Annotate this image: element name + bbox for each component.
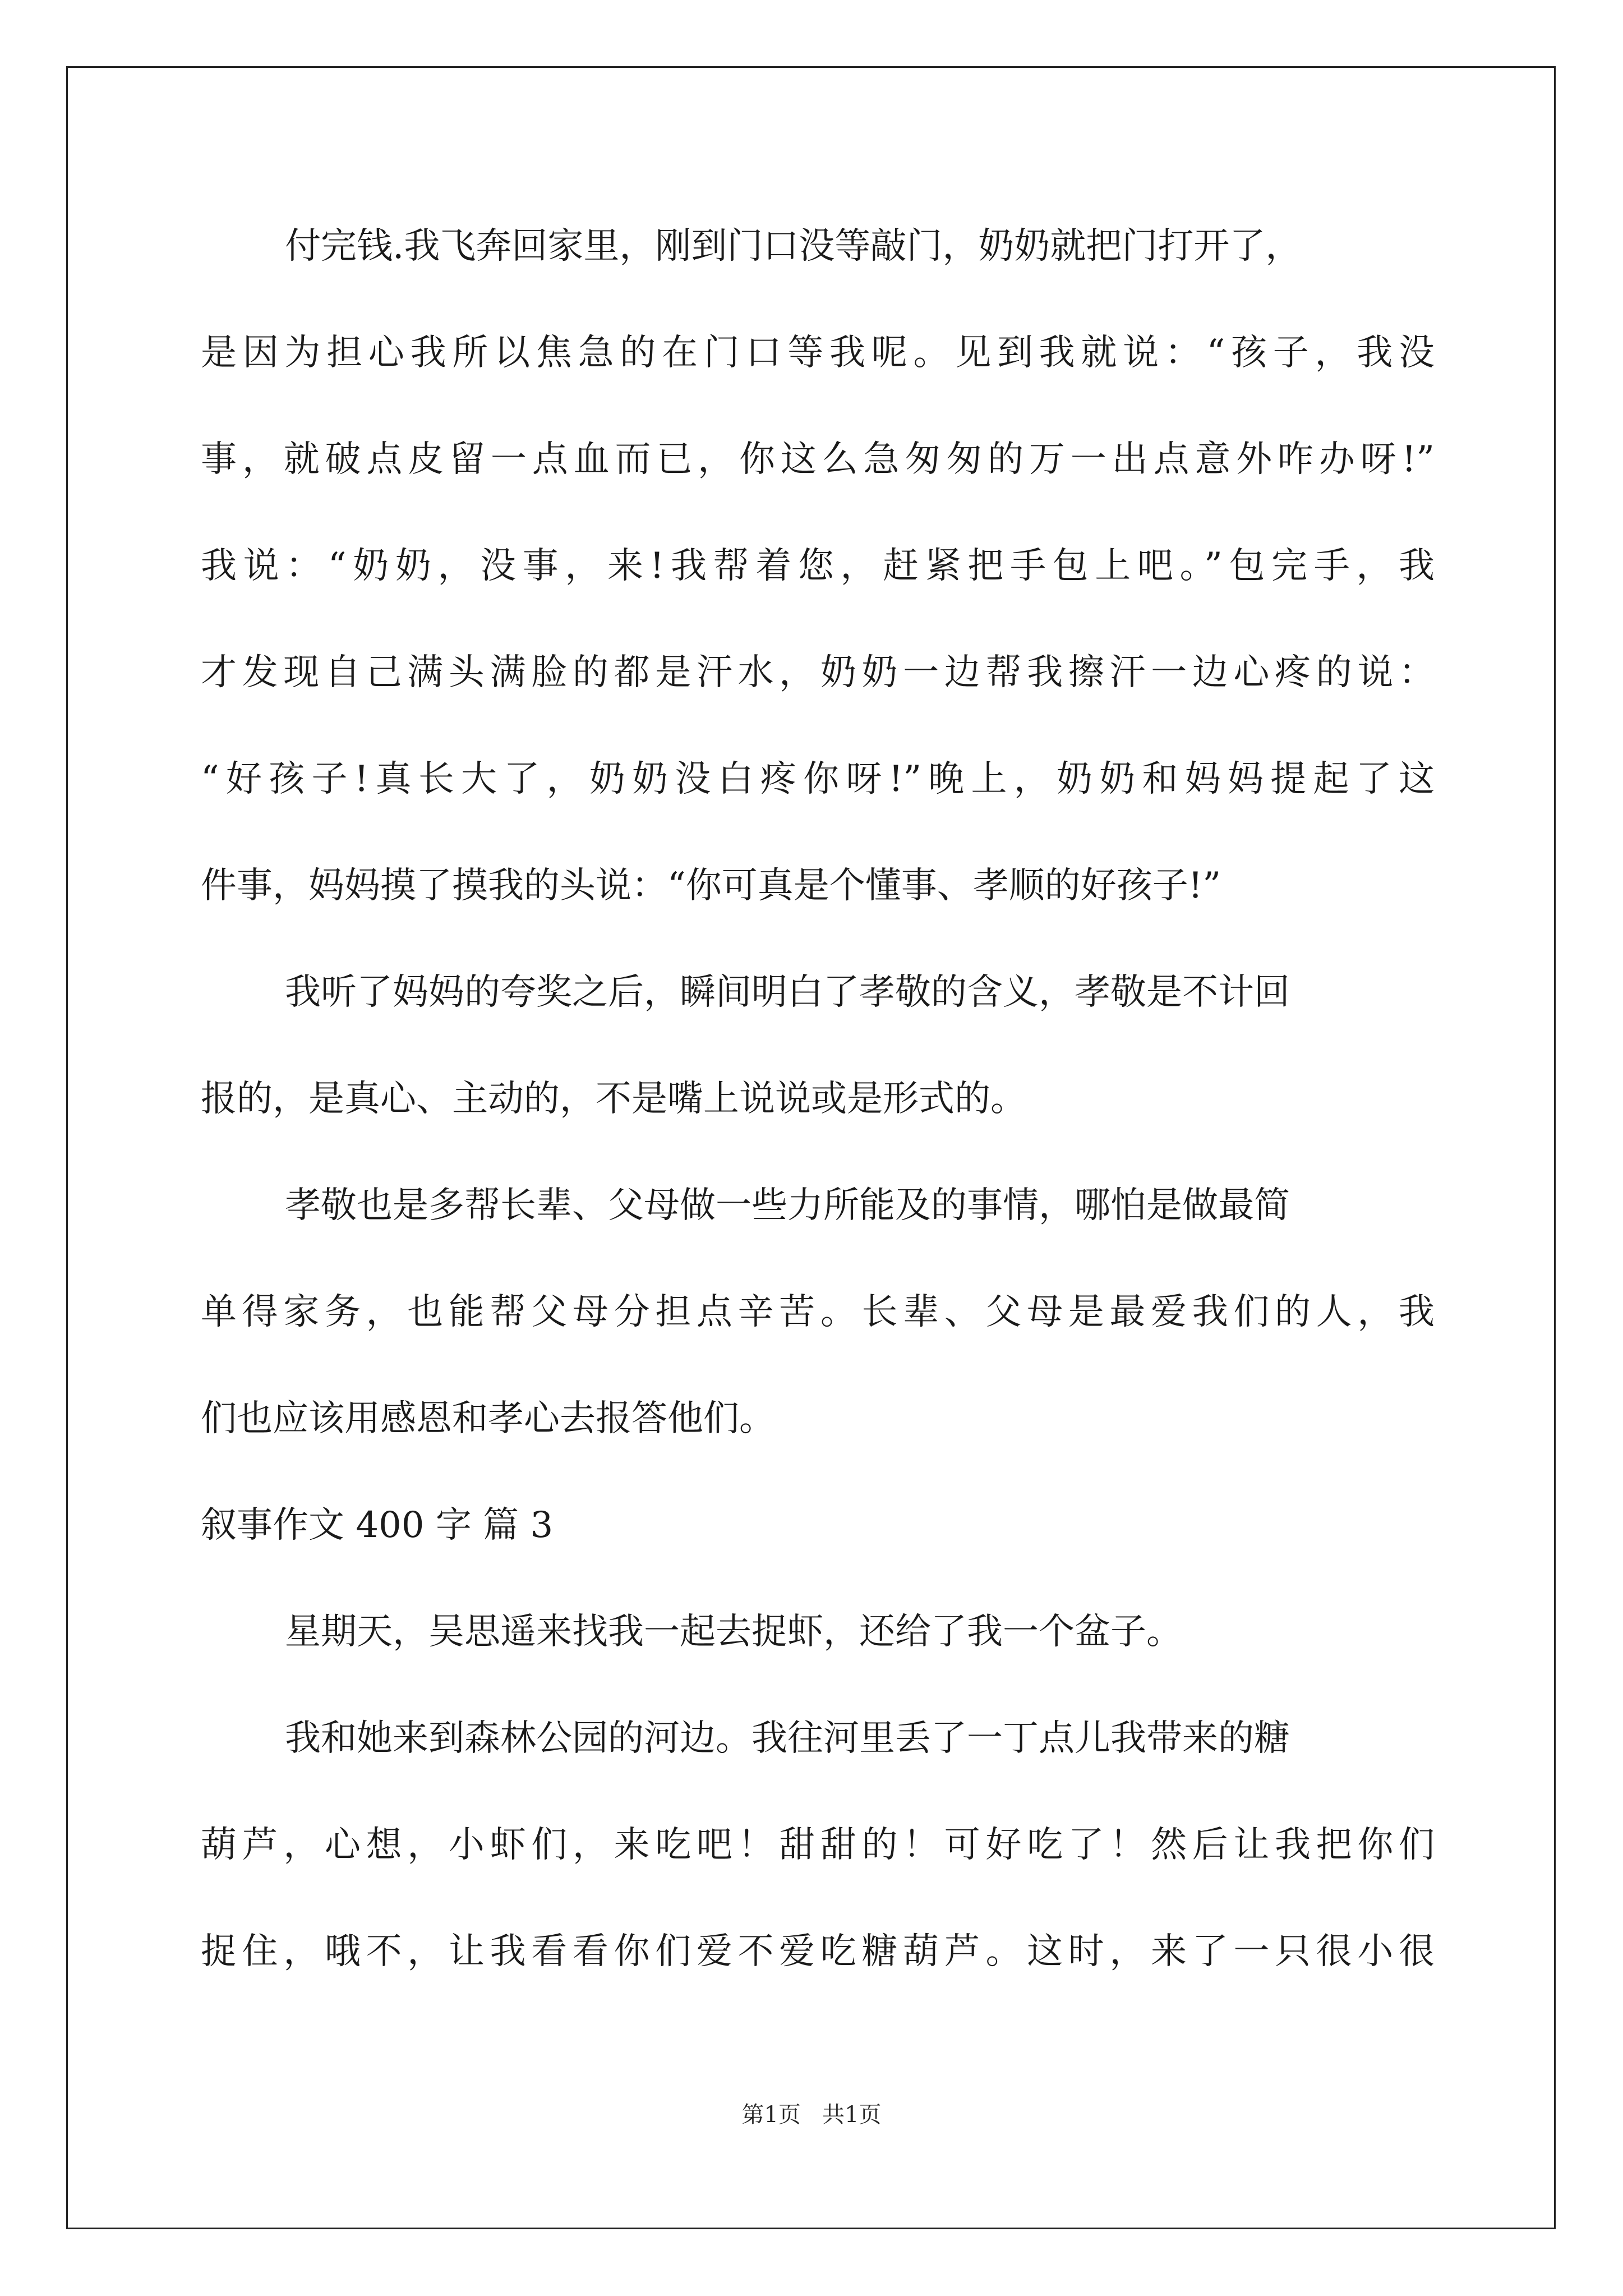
section-heading: 叙事作文 400 字 篇 3 xyxy=(201,1504,554,1546)
text-line: 件事，妈妈摸了摸我的头说：“你可真是个懂事、孝顺的好孩子!” xyxy=(201,865,1221,907)
text-line: 我听了妈妈的夸奖之后，瞬间明白了孝敬的含义，孝敬是不计回 xyxy=(285,972,1290,1013)
text-line: 孝敬也是多帮长辈、父母做一些力所能及的事情，哪怕是做最简 xyxy=(285,1185,1290,1226)
text-line: 捉住，哦不，让我看看你们爱不爱吃糖葫芦。这时，来了一只很小很 xyxy=(201,1931,1435,1972)
text-line: 我和她来到森林公园的河边。我往河里丢了一丁点儿我带来的糖 xyxy=(285,1718,1290,1759)
page-footer: 第1页 共1页 xyxy=(741,2102,882,2128)
text-line: 单得家务，也能帮父母分担点辛苦。长辈、父母是最爱我们的人，我 xyxy=(201,1291,1435,1333)
text-line: 报的，是真心、主动的，不是嘴上说说或是形式的。 xyxy=(201,1078,1026,1120)
text-line: 我说：“奶奶，没事，来!我帮着您，赶紧把手包上吧。”包完手，我 xyxy=(201,545,1435,587)
text-line: 事，就破点皮留一点血而已，你这么急匆匆的万一出点意外咋办呀!” xyxy=(201,439,1435,480)
text-line: 葫芦，心想，小虾们，来吃吧！甜甜的！可好吃了！然后让我把你们 xyxy=(201,1824,1435,1866)
text-line: 们也应该用感恩和孝心去报答他们。 xyxy=(201,1398,775,1439)
text-line: 付完钱.我飞奔回家里，刚到门口没等敲门，奶奶就把门打开了， xyxy=(285,226,1302,267)
text-line: 才发现自己满头满脸的都是汗水，奶奶一边帮我擦汗一边心疼的说： xyxy=(201,652,1435,693)
text-line: 是因为担心我所以焦急的在门口等我呢。见到我就说：“孩子，我没 xyxy=(201,332,1435,374)
text-line: 星期天，吴思遥来找我一起去捉虾，还给了我一个盆子。 xyxy=(285,1611,1182,1653)
page-border xyxy=(66,66,1556,2229)
text-line: “好孩子!真长大了，奶奶没白疼你呀!”晚上，奶奶和妈妈提起了这 xyxy=(201,758,1435,800)
